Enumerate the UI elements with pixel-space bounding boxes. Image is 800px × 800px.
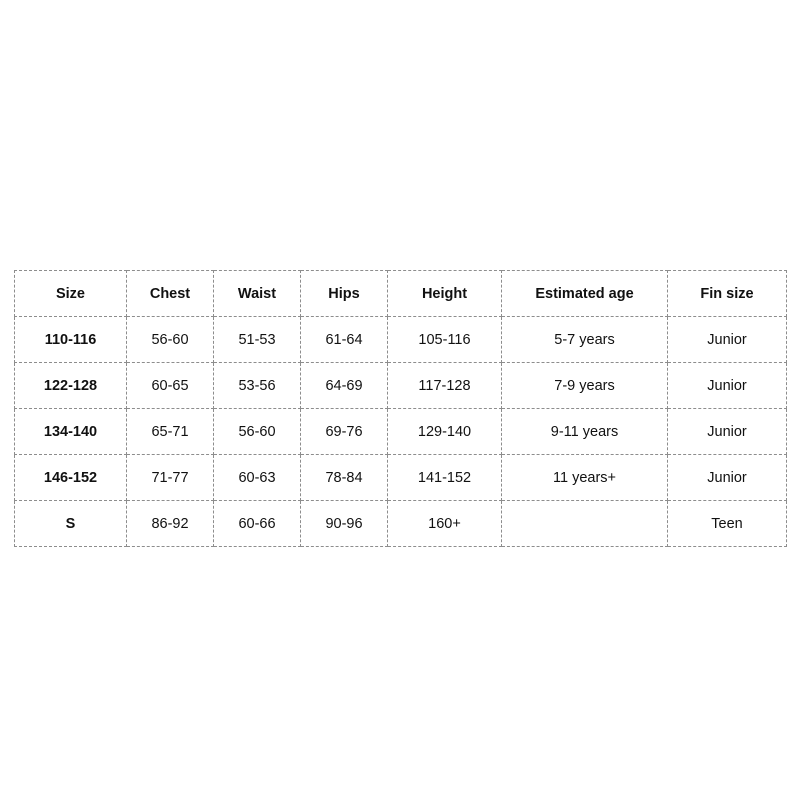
cell-estimated-age: 9-11 years — [502, 409, 668, 455]
table-header — [15, 271, 787, 317]
cell-size: 122-128 — [15, 363, 127, 409]
cell-height: 141-152 — [388, 455, 502, 501]
cell-estimated-age: 5-7 years — [502, 317, 668, 363]
cell-chest: 65-71 — [127, 409, 214, 455]
column-header-size: Size — [15, 271, 127, 317]
cell-hips: 64-69 — [301, 363, 388, 409]
column-header-hips: Hips — [301, 271, 388, 317]
table-row — [15, 455, 787, 501]
cell-fin-size: Junior — [668, 455, 787, 501]
cell-height: 129-140 — [388, 409, 502, 455]
cell-estimated-age — [502, 501, 668, 547]
cell-estimated-age: 7-9 years — [502, 363, 668, 409]
table-body — [15, 317, 787, 547]
cell-waist: 60-66 — [214, 501, 301, 547]
cell-hips: 78-84 — [301, 455, 388, 501]
cell-size: 146-152 — [15, 455, 127, 501]
cell-height: 117-128 — [388, 363, 502, 409]
cell-height: 105-116 — [388, 317, 502, 363]
cell-hips: 61-64 — [301, 317, 388, 363]
table-header-row — [15, 271, 787, 317]
cell-fin-size: Teen — [668, 501, 787, 547]
cell-size: S — [15, 501, 127, 547]
cell-waist: 53-56 — [214, 363, 301, 409]
column-header-fin-size: Fin size — [668, 271, 787, 317]
table-row — [15, 409, 787, 455]
cell-chest: 60-65 — [127, 363, 214, 409]
table-row — [15, 317, 787, 363]
cell-size: 110-116 — [15, 317, 127, 363]
column-header-height: Height — [388, 271, 502, 317]
column-header-estimated-age: Estimated age — [502, 271, 668, 317]
cell-waist: 60-63 — [214, 455, 301, 501]
table-row — [15, 363, 787, 409]
cell-waist: 56-60 — [214, 409, 301, 455]
cell-chest: 86-92 — [127, 501, 214, 547]
cell-size: 134-140 — [15, 409, 127, 455]
cell-fin-size: Junior — [668, 409, 787, 455]
cell-fin-size: Junior — [668, 363, 787, 409]
table-row — [15, 501, 787, 547]
column-header-chest: Chest — [127, 271, 214, 317]
cell-chest: 71-77 — [127, 455, 214, 501]
cell-hips: 69-76 — [301, 409, 388, 455]
cell-waist: 51-53 — [214, 317, 301, 363]
size-chart-container — [14, 270, 786, 547]
cell-chest: 56-60 — [127, 317, 214, 363]
cell-fin-size: Junior — [668, 317, 787, 363]
cell-estimated-age: 11 years+ — [502, 455, 668, 501]
cell-hips: 90-96 — [301, 501, 388, 547]
cell-height: 160+ — [388, 501, 502, 547]
size-chart-table — [14, 270, 787, 547]
column-header-waist: Waist — [214, 271, 301, 317]
